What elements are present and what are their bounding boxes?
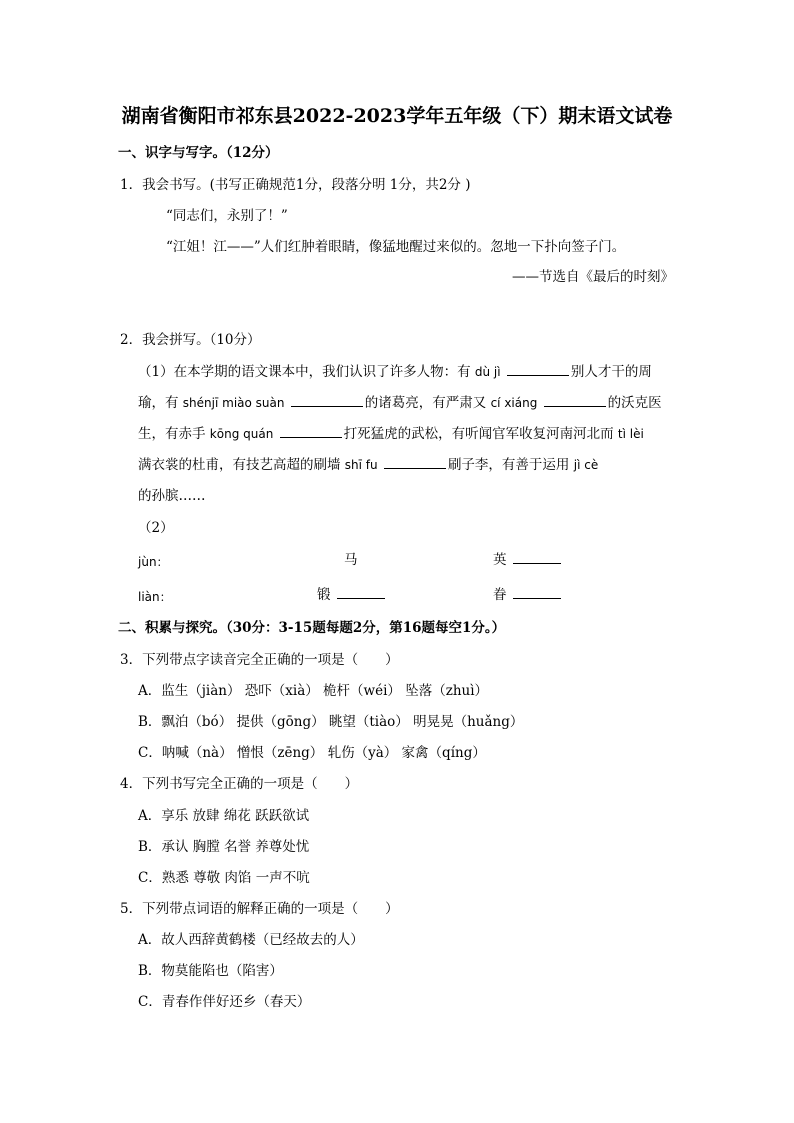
blank-2[interactable] [291, 405, 363, 407]
word-jun-ying: 英 [493, 554, 563, 568]
question-1-stem: 1．我会书写。(书写正确规范1分，段落分明 1分，共2分 ) [120, 177, 471, 193]
q2-line-5: 的孙膑…… [138, 488, 206, 504]
section-heading-2: 二、积累与探究。（30分：3-15题每题2分，第16题每空1分。） [118, 620, 506, 636]
word-lian-duan: 锻 [317, 589, 387, 603]
blank-3[interactable] [544, 405, 606, 407]
question-3-option-a[interactable]: A．监生（jiàn） 恐吓（xià） 桅杆（wéi） 坠落（zhuì） [138, 683, 489, 699]
pinyin-jice: jì cè [573, 458, 599, 472]
pinyin-lian: liàn： [138, 590, 172, 604]
question-1-source: ——节选自《最后的时刻》 [512, 269, 674, 285]
question-4-option-a[interactable]: A．享乐 放肆 绵花 跃跃欲试 [138, 808, 310, 824]
pinyin-tilei: tì lèi [617, 427, 644, 441]
question-4-option-c[interactable]: C．熟悉 尊敬 肉馅 一声不吭 [138, 870, 310, 886]
q2-line-1: （1）在本学期的语文课本中，我们认识了许多人物：有 dù jì 别人才干的周 [138, 364, 652, 380]
pinyin-shifu: shī fu [344, 458, 378, 472]
word-lian-juan: 眷 [493, 589, 563, 603]
q2-line-4: 满衣裳的杜甫，有技艺高超的刷墙 shī fu 刷子李，有善于运用 jì cè [138, 457, 599, 473]
blank-4[interactable] [280, 436, 342, 438]
word-jun-ma: 马 [344, 552, 358, 568]
blank-6[interactable] [513, 562, 561, 564]
pinyin-jun: jùn： [138, 555, 169, 569]
question-4-stem: 4．下列书写完全正确的一项是（ ） [120, 776, 359, 792]
question-2-part-2-label: （2） [138, 520, 174, 536]
question-2-part-1 [138, 357, 674, 512]
question-2-stem: 2．我会拼写。（10分） [120, 332, 261, 348]
pinyin-duji: dù jì [474, 365, 501, 379]
section-heading-1: 一、识字与写字。（12分） [118, 145, 279, 161]
q2-line-2: 瑜，有 shénjī miào suàn 的诸葛亮，有严肃又 cí xiáng 的沃克医 [138, 395, 662, 411]
question-5-stem: 5．下列带点词语的解释正确的一项是（ ） [120, 901, 399, 917]
blank-7[interactable] [337, 597, 385, 599]
question-3-option-b[interactable]: B．飘泊（bó） 提供（gōng） 眺望（tiào） 明晃晃（huǎng） [138, 714, 524, 730]
question-5-option-a[interactable]: A．故人西辞黄鹤楼（已经故去的人） [138, 932, 364, 948]
q2-line-3: 生，有赤手 kōng quán 打死猛虎的武松，有听闻官军收复河南河北而 tì lèi [138, 426, 644, 442]
pinyin-shenjimiaosuan: shénjī miào suàn [182, 396, 285, 410]
pinyin-cixiang: cí xiáng [490, 396, 538, 410]
question-4-option-b[interactable]: B．承认 胸膛 名誉 养尊处忧 [138, 839, 310, 855]
question-5-option-b[interactable]: B．物莫能陷也（陷害） [138, 963, 283, 979]
question-3-stem: 3．下列带点字读音完全正确的一项是（ ） [120, 652, 399, 668]
blank-8[interactable] [513, 597, 561, 599]
question-1-line-1: “同志们，永别了！” [166, 208, 288, 224]
blank-1[interactable] [507, 374, 569, 376]
pinyin-kongquan: kōng quán [209, 427, 274, 441]
blank-5[interactable] [384, 467, 446, 469]
page-title: 湖南省衡阳市祁东县2022-2023学年五年级（下）期末语文试卷 [121, 105, 673, 127]
question-1-line-2: “江姐！江——”人们红肿着眼睛，像猛地醒过来似的。忽地一下扑向签子门。 [166, 239, 626, 255]
question-3-option-c[interactable]: C．呐喊（nà） 憎恨（zēng） 轧伤（yà） 家禽（qíng） [138, 745, 486, 761]
question-5-option-c[interactable]: C．青春作伴好还乡（春天） [138, 994, 311, 1010]
